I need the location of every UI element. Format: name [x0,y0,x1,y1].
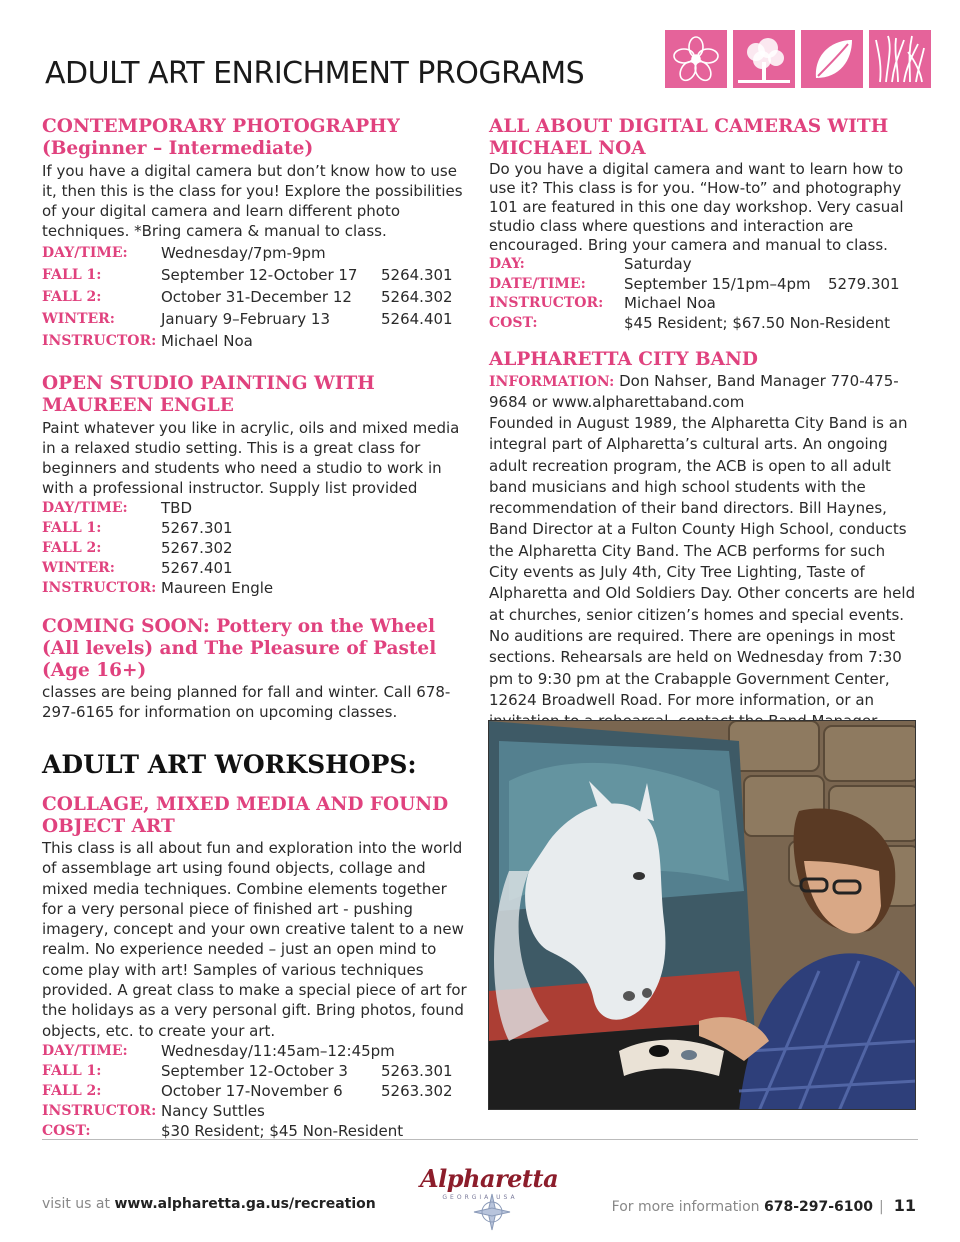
schedule-row [42,1081,472,1101]
city-band-title: ALPHARETTA CITY BAND [489,349,758,370]
camera-class-title: ALL ABOUT DIGITAL CAMERAS WITH MICHAEL NOA [489,116,889,159]
collage-class [42,794,472,1141]
row-value: October 17-November 6 [161,1081,343,1100]
painting-class-description: Paint whatever you like in acrylic, oils and mixed media in a relaxed studio setting. This is a great class for beginners and students who need a studio to work in with a professional instructor. Supply list provided [42,419,460,497]
row-value: $30 Resident; $45 Non-Resident [161,1121,404,1140]
row-value: Saturday [624,255,692,273]
collage-class-description: This class is all about fun and exploration into the world of assemblage art using found objects, collage and mixed media techniques. Combine elements together for a very personal piece of finished art - pushing imagery, concept and your own creative talent to a new realm. No experience needed – just an open mind to come play with art! Samples of various techniques provided. A great class to make a special piece of art for the holidays as a very personal gift. Bring photos, found objects, etc. to create your art. [42,839,467,1040]
workshops-heading: ADULT ART WORKSHOPS: [42,750,417,779]
schedule-row [42,1121,472,1141]
left-column [42,116,472,1141]
row-code: 5264.401 [381,310,453,328]
logo-subtext: GEORGIA USA [442,1194,518,1201]
coming-soon [42,616,472,722]
footer-separator: | [879,1199,884,1215]
footer-divider [42,1139,918,1140]
info-prefix: For more information [611,1199,764,1215]
schedule-row [42,287,472,309]
row-label: DAY/TIME: [42,245,128,261]
footer-visit [42,1196,376,1212]
coming-soon-title: COMING SOON: Pottery on the Wheel (All levels) and The Pleasure of Pastel (Age 16+) [42,616,437,681]
schedule-row [42,1061,472,1081]
photography-class-description: If you have a digital camera but don’t know how to use it, then this is the class for you! Explore the possibilities of your digital camera and learn different photo techniques. *Bring camera & manual to class. [42,162,463,240]
schedule-row [489,294,919,314]
row-label: WINTER: [42,560,115,576]
schedule-row [42,1041,472,1061]
painting-class-title: OPEN STUDIO PAINTING WITH MAUREEN ENGLE [42,373,375,416]
row-value: January 9–February 13 [161,310,330,328]
footer-info [612,1196,916,1215]
schedule-row [489,275,919,295]
row-label: INSTRUCTOR: [42,1102,157,1119]
grass-icon [869,30,931,88]
header-icon-strip [665,30,931,88]
schedule-row [42,538,472,558]
leaf-icon [801,30,863,88]
info-label: INFORMATION: [489,374,615,390]
photography-class [42,116,472,353]
camera-class-description: Do you have a digital camera and want to learn how to use it? This class is for you. “How-to” and photography 101 are featured in this one day workshop. Very casual studio class where questions and interaction are encouraged. Bring your camera and manual to class. [489,160,904,254]
row-label: FALL 1: [42,1062,102,1079]
schedule-row [42,1101,472,1121]
row-label: INSTRUCTOR: [42,333,157,349]
row-value: Nancy Suttles [161,1101,265,1120]
row-label: INSTRUCTOR: [489,295,604,311]
page-number: 11 [893,1196,916,1215]
row-label: DATE/TIME: [489,275,586,292]
collage-class-title: COLLAGE, MIXED MEDIA AND FOUND OBJECT ART [42,794,449,837]
schedule-row [42,558,472,578]
row-label: DAY: [489,256,525,272]
visit-url[interactable]: www.alpharetta.ga.us/recreation [114,1196,376,1212]
row-code: 5264.301 [381,266,453,284]
painter-photo [488,720,916,1110]
city-band [489,349,919,732]
row-value: 5267.301 [161,519,233,537]
row-label: FALL 2: [42,289,102,305]
schedule-row [42,498,472,518]
photography-class-subtitle: (Beginner – Intermediate) [42,138,314,159]
row-value: $45 Resident; $67.50 Non-Resident [624,313,890,332]
row-code: 5279.301 [828,274,900,293]
row-value: Michael Noa [624,294,716,312]
schedule-row [489,255,919,275]
row-value: TBD [161,499,193,517]
schedule-row [42,578,472,598]
row-label: FALL 1: [42,267,102,283]
row-value: Wednesday/7pm-9pm [161,244,326,262]
row-label: DAY/TIME: [42,1042,128,1059]
row-label: WINTER: [42,311,115,327]
camera-class [489,116,919,333]
photography-class-title: CONTEMPORARY PHOTOGRAPHY [42,116,400,137]
row-label: FALL 1: [42,520,102,536]
schedule-row [42,518,472,538]
row-value: 5267.302 [161,539,233,557]
tree-icon [733,30,795,88]
row-code: 5264.302 [381,288,453,306]
city-band-description: Founded in August 1989, the Alpharetta City Band is an integral part of Alpharetta’s cultural arts. An ongoing adult recreation program, the ACB is open to all adult band musicians and high school students with the recommendation of their band directors. Bill Haynes, Band Director at a Fulton County High School, conducts the Alpharetta City Band. The ACB performs for such City events as July 4th, City Tree Lighting, Taste of Alpharetta and Old Soldiers Day. Other concerts are held at churches, senior citizen’s homes and special events. No auditions are required. There are openings in most sections. Rehearsals are held on Wednesday from 7:30 pm to 9:30 pm at the Crabapple Government Center, 12624 Broadwell Road. For more information, or an [489,414,916,709]
schedule-row [42,265,472,287]
city-band-info [489,371,919,412]
info-phone: 678-297-6100 [763,1199,874,1215]
coming-soon-description: classes are being planned for fall and winter. Call 678-297-6165 for information on upcoming classes. [42,683,451,721]
right-column [489,116,919,732]
schedule-row [42,243,472,265]
alpharetta-logo [420,1160,559,1232]
row-value: September 12-October 17 [161,266,358,284]
row-code: 5263.302 [381,1081,453,1100]
row-value: Maureen Engle [161,579,274,597]
row-value: September 15/1pm–4pm [624,274,811,293]
schedule-row [42,309,472,331]
row-value: Wednesday/11:45am–12:45pm [161,1041,395,1060]
row-label: COST: [42,1122,91,1139]
schedule-row [42,331,472,353]
row-label: COST: [489,314,538,331]
schedule-row [489,314,919,334]
row-label: FALL 2: [42,540,102,556]
info-value: Don Nahser, Band Manager 770-475-9684 or www.alpharettaband.com [489,372,899,411]
row-label: INSTRUCTOR: [42,580,157,596]
logo-text: Alpharetta [420,1164,559,1193]
flower-icon [665,30,727,88]
row-label: FALL 2: [42,1082,102,1099]
page-title: ADULT ART ENRICHMENT PROGRAMS [45,56,585,91]
row-value: 5267.401 [161,559,233,577]
visit-prefix: visit us at [42,1196,115,1212]
painting-class [42,373,472,598]
row-value: Michael Noa [161,332,253,350]
row-value: October 31-December 12 [161,288,352,306]
row-value: September 12-October 3 [161,1061,348,1080]
row-code: 5263.301 [381,1061,453,1080]
row-label: DAY/TIME: [42,500,128,516]
